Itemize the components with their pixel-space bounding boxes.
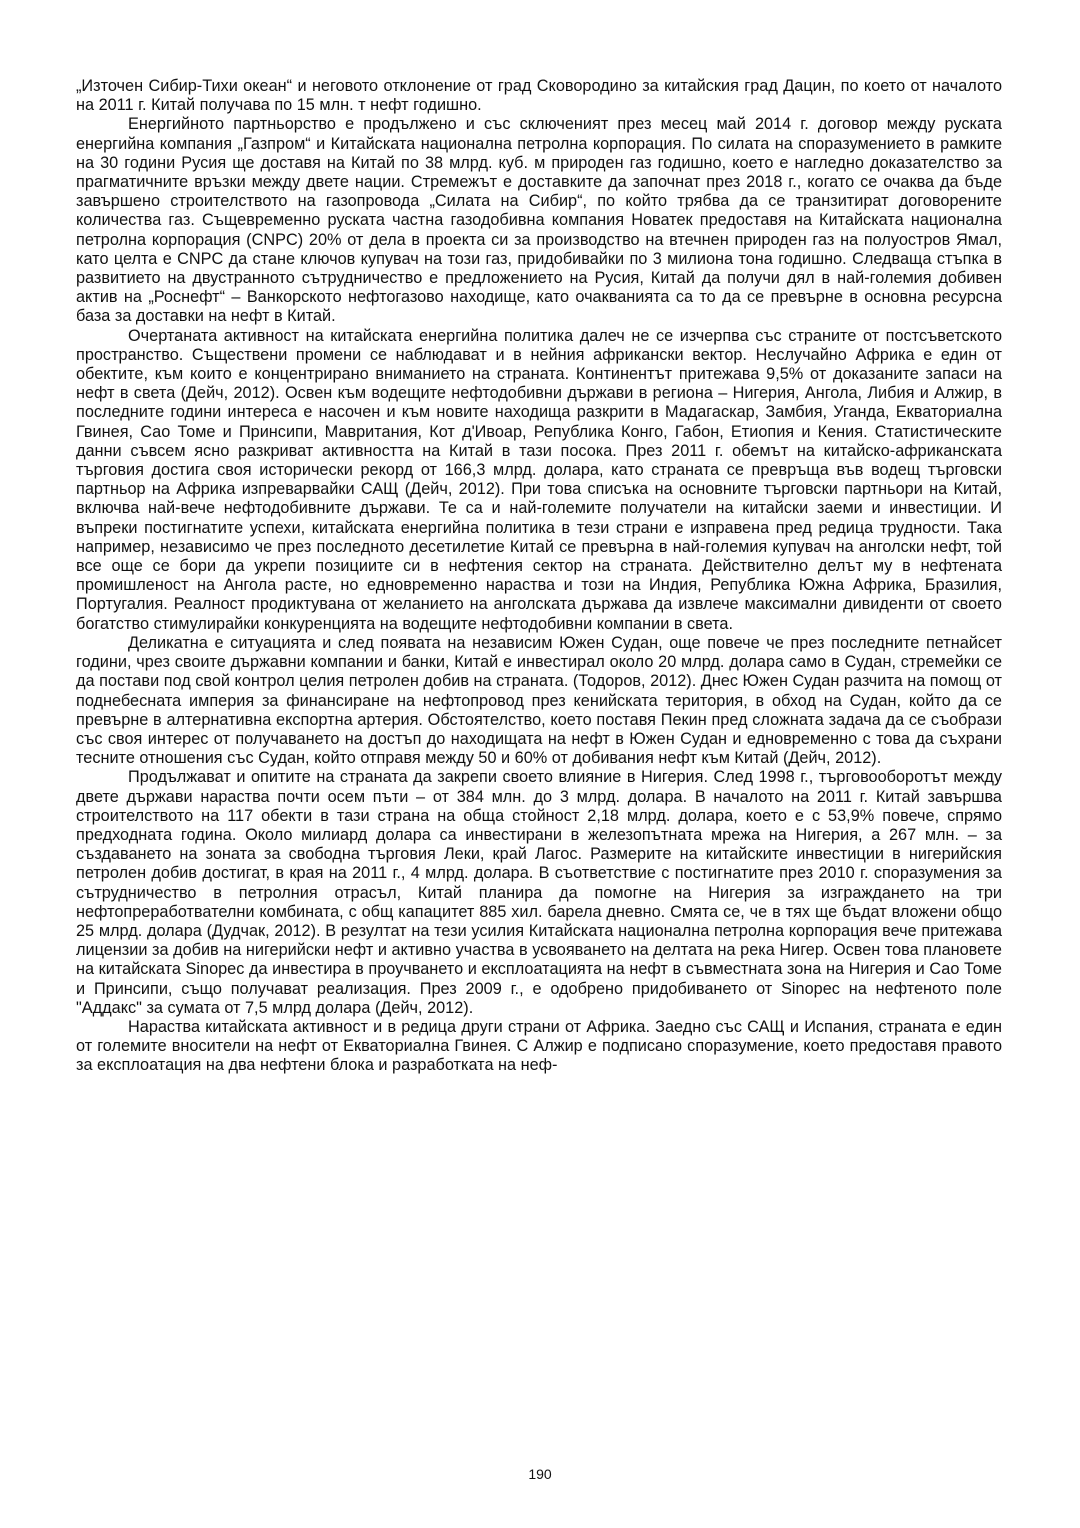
page-number: 190: [528, 1466, 552, 1482]
paragraph-continuation: „Източен Сибир-Тихи океан“ и неговото отклонение от град Сковородино за китайския град Дацин, по което от началото на 2011 г. Китай получава по 15 млн. т нефт годишно.: [76, 77, 1002, 115]
paragraph-energy-partnership: Енергийното партньорство е продължено и със сключеният през месец май 2014 г. договор между руската енергийна компания „Газпром“ и Китайската национална петролна корпорация. По силата на споразумението в рамките на 30 години Русия ще доставя на Китай по 38 млрд. куб. м природен газ годишно, което е нагледно доказателство за прагматичните връзки между двете нации. Стремежът е доставките да започнат през 2018 г., когато се очаква да бъде завършено строителството на газопровода „Силата на Сибир“, по който трябва да се транзитират договорените количества газ. Същевременно руската частна газодобивна компания Новатек предоставя на Китайската национална петролна корпорация (CNPC) 20% от дела в проекта си за производство на втечнен природен газ на полуостров Ямал, като целта е CNPC да стане ключов купувач на този газ, придобивайки по 3 милиона тона годишно. Следваща стъпка в развитието на двустранното сътрудничество е предложението на Русия, Китай да получи дял в най-големия добивен актив на „Роснефт“ – Ванкорското нефтогазово находище, като очакванията са то да се превърне в основна ресурсна база за доставки на нефт в Китай.: [76, 115, 1002, 326]
paragraph-south-sudan: Деликатна е ситуацията и след появата на независим Южен Судан, още повече че през последните петнайсет години, чрез своите държавни компании и банки, Китай е инвестирал около 20 млрд. долара само в Судан, стремейки се да постави под свой контрол целия петролен добив на страната. (Тодоров, 2012). Днес Южен Судан разчита на помощ от поднебесната империя за финансиране на нефтопровод през кенийската територия, в обход на Судан, който да се превърне в алтернативна експортна артерия. Обстоятелство, което поставя Пекин пред сложната задача да се съобрази със своя интерес от получаването на достъп до находищата на нефт в Южен Судан и едновременно с това да съхрани тесните отношения със Судан, който отправя между 50 и 60% от добивания нефт към Китай (Дейч, 2012).: [76, 633, 1002, 768]
paragraph-other-countries: Нараства китайската активност и в редица други страни от Африка. Заедно със САЩ и Испания, страната е един от големите вносители на нефт от Екваториална Гвинея. С Алжир е подписано споразумение, което предоставя правото за експлоатация на два нефтени блока и разработката на неф-: [76, 1017, 1002, 1075]
paragraph-africa-vector: Очертаната активност на китайската енергийна политика далеч не се изчерпва със страните от постсъветското пространство. Съществени промени се наблюдават и в нейния африкански вектор. Неслучайно Африка е един от обектите, към които е концентрирано вниманието на страната. Континентът притежава 9,5% от доказаните запаси на нефт в света (Дейч, 2012). Освен към водещите нефтодобивни държави в региона – Нигерия, Ангола, Либия и Алжир, в последните години интереса е насочен и към новите находища разкрити в Мадагаскар, Замбия, Уганда, Екваториална Гвинея, Сао Томе и Принсипи, Мавритания, Кот д'Ивоар, Република Конго, Габон, Етиопия и Кения. Статистическите данни съвсем ясно разкриват активността на Китай в тази посока. През 2011 г. обемът на китайско-африканската търговия достига своя исторически рекорд от 166,3 млрд. долара, като страната се превръща във водещ търговски партньор на Африка изпреварвайки САЩ (Дейч, 2012). При това списъка на основните търговски партньори на Китай, включва най-вече нефтодобивните държави. Те са и най-големите получатели на китайски заеми и инвестиции. И въпреки постигнатите успехи, китайската енергийна политика в тези страни е изправена пред редица трудности. Така например, независимо че през последното десетилетие Китай се превърна в най-големия купувач на анголски нефт, той все още се бори да укрепи позициите си в нефтения сектор на страната. Действително делът му в нефтената промишленост на Ангола расте, но едновременно нараства и този на Индия, Република Южна Африка, Бразилия, Португалия. Реалност продиктувана от желанието на анголската държава да извлече максимални дивиденти от своето богатство стимулирайки конкуренцията на водещите нефтодобивни компании в света.: [76, 326, 1002, 633]
body-text: [76, 77, 1002, 1076]
paragraph-nigeria: Продължават и опитите на страната да закрепи своето влияние в Нигерия. След 1998 г., търговооборотът между двете държави нараства почти осем пъти – от 384 млн. до 3 млрд. долара. В началото на 2011 г. Китай завършва строителството на 117 обекти в тази страна на обща стойност 2,18 млрд. долара, което е с 53,9% повече, спрямо предходната година. Около милиард долара са инвестирани в железопътната мрежа на Нигерия, а 267 млн. – за създаването на зоната за свободна търговия Леки, край Лагос. Размерите на китайските инвестиции в нигерийския петролен добив достигат, в края на 2011 г., 4 млрд. долара. В съответствие с постигнатите през 2010 г. споразумения за сътрудничество в петролния отрасъл, Китай планира да помогне на Нигерия за изграждането на три нефтопреработвателни комбината, с общ капацитет 885 хил. барела дневно. Смята се, че в тях ще бъдат вложени общо 25 млрд. долара (Дудчак, 2012). В резултат на тези усилия Китайската национална петролна корпорация вече притежава лицензии за добив на нигерийски нефт и активно участва в усвояването на делтата на река Нигер. Освен това плановете на китайската Sinopec да инвестира в проучването и експлоатацията на нефт в съвместната зона на Нигерия и Сао Томе и Принсипи, също получават реализация. През 2009 г., е одобрено придобиването от Sinopec на нефтеното поле "Аддакс" за сумата от 7,5 млрд долара (Дейч, 2012).: [76, 768, 1002, 1017]
